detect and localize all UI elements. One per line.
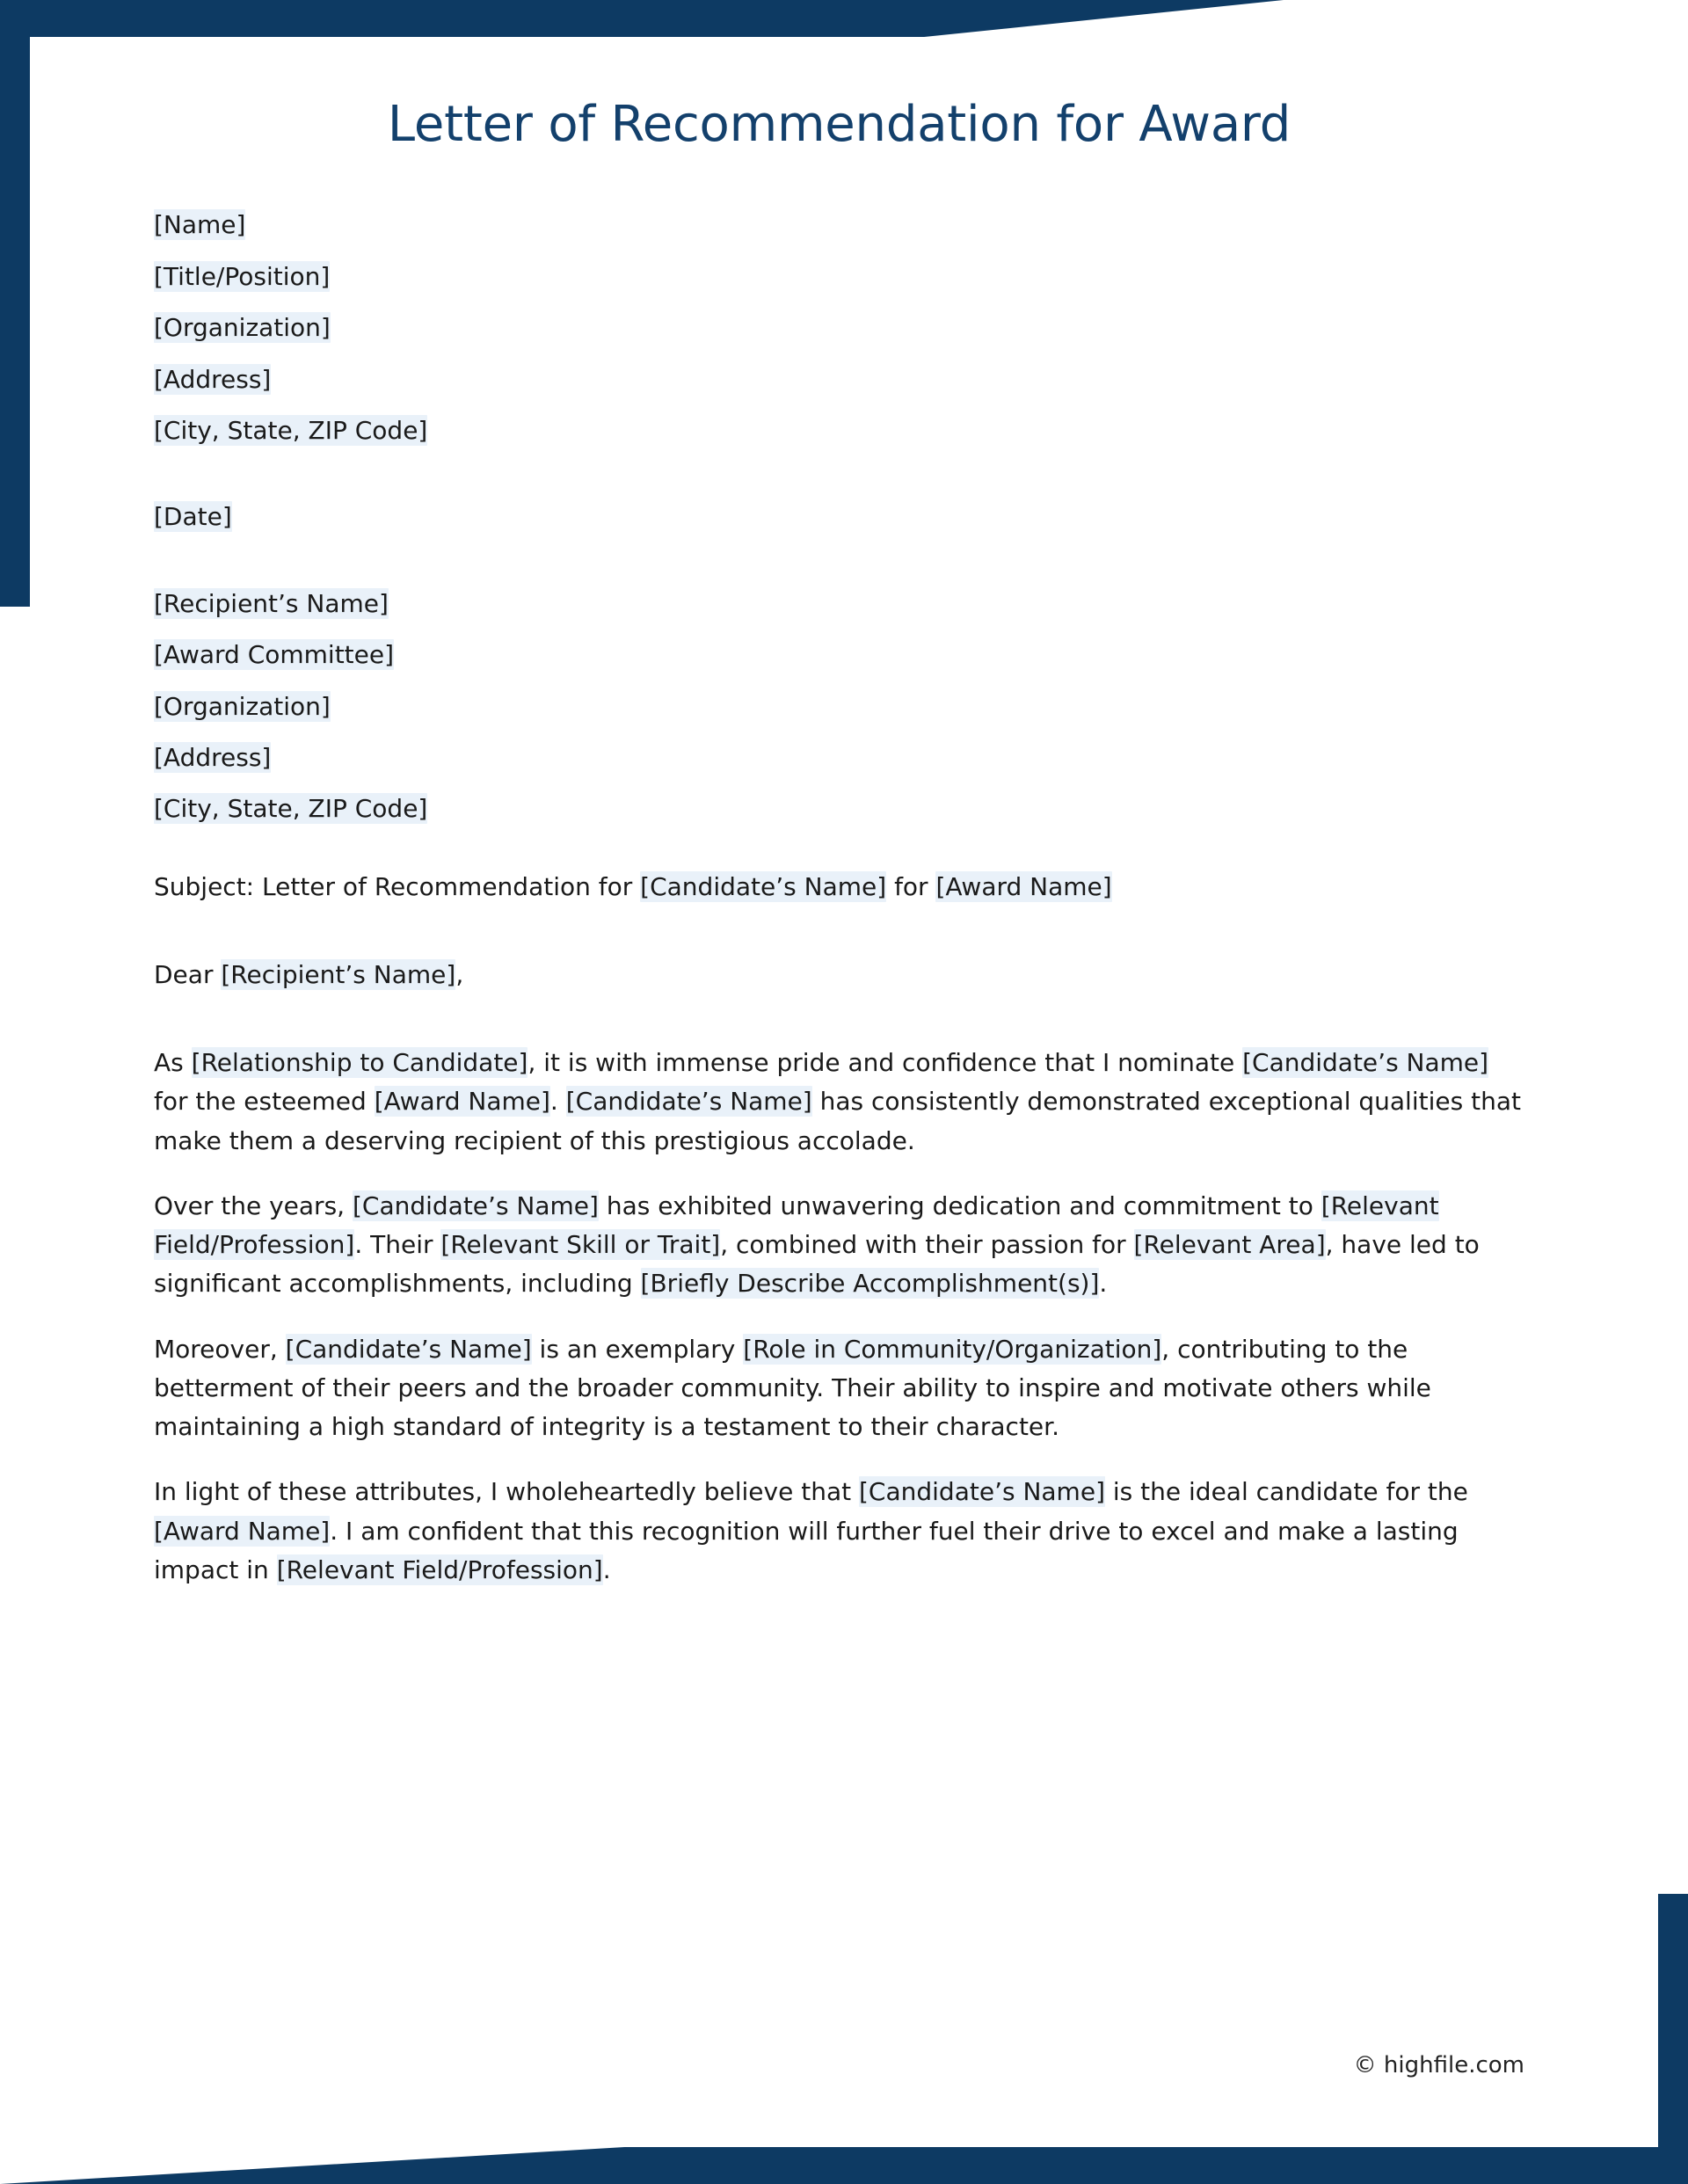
recipient-line [154, 793, 1524, 825]
paragraph-text: . I am confident that this recognition will further fuel their drive to excel and make a lasting impact in [154, 1516, 1459, 1584]
placeholder-token: [Briefly Describe Accomplishment(s)] [640, 1269, 1100, 1299]
salutation-prefix: Dear [154, 959, 222, 989]
sender-line [154, 209, 1524, 241]
recipient-name-placeholder: [Recipient’s Name] [154, 588, 389, 618]
paragraph-text: is an exemplary [531, 1334, 744, 1364]
placeholder-token: [Candidate’s Name] [859, 1477, 1105, 1507]
body-paragraphs [154, 1044, 1524, 1590]
paragraph-text: Moreover, [154, 1334, 286, 1364]
subject-line [154, 868, 1524, 906]
sender-address-block [154, 209, 1524, 447]
placeholder-token: [Candidate’s Name] [565, 1087, 812, 1117]
placeholder-token: [Relationship to Candidate] [191, 1048, 528, 1078]
placeholder-token: [Candidate’s Name] [1242, 1048, 1489, 1078]
placeholder-token: [Role in Community/Organization] [743, 1334, 1162, 1364]
recipient-line [154, 639, 1524, 671]
salutation-line [154, 956, 1524, 994]
sender-line [154, 364, 1524, 396]
award-committee-placeholder: [Award Committee] [154, 640, 395, 670]
recipient-line [154, 691, 1524, 723]
paragraph-text: . [549, 1087, 566, 1117]
sender-line [154, 415, 1524, 447]
recipient-address-placeholder: [Address] [154, 742, 272, 772]
placeholder-token: [Relevant Skill or Trait] [440, 1230, 721, 1260]
paragraph-dedication [154, 1187, 1524, 1304]
spacer [154, 553, 1524, 588]
sender-name-placeholder: [Name] [154, 210, 246, 240]
paragraph-conclusion [154, 1473, 1524, 1590]
placeholder-token: [Candidate’s Name] [285, 1334, 532, 1364]
subject-prefix: Subject: Letter of Recommendation for [154, 871, 641, 901]
paragraph-text: , it is with immense pride and confidence that I nominate [528, 1048, 1243, 1078]
recipient-address-block [154, 588, 1524, 826]
salutation-recipient-placeholder: [Recipient’s Name] [221, 959, 456, 989]
sender-line [154, 261, 1524, 293]
sender-city-placeholder: [City, State, ZIP Code] [154, 415, 428, 445]
sender-line [154, 312, 1524, 344]
sender-title-placeholder: [Title/Position] [154, 261, 331, 291]
subject-candidate-placeholder: [Candidate’s Name] [640, 871, 887, 901]
subject-middle: for [886, 871, 936, 901]
paragraph-text: for the esteemed [154, 1087, 375, 1117]
footer-copyright: © highfile.com [1353, 2052, 1524, 2078]
placeholder-token: [Candidate’s Name] [352, 1190, 599, 1220]
recipient-line [154, 742, 1524, 774]
paragraph-text: As [154, 1048, 192, 1078]
paragraph-text: . [602, 1554, 611, 1584]
sender-address-placeholder: [Address] [154, 364, 272, 394]
date-placeholder: [Date] [154, 502, 232, 532]
paragraph-text: . [1099, 1269, 1108, 1299]
recipient-organization-placeholder: [Organization] [154, 691, 331, 721]
bottom-accent-bar [0, 2147, 1688, 2184]
placeholder-token: [Relevant Area] [1133, 1230, 1326, 1260]
paragraph-text: has consistently demonstrated exceptional qualities that make them a deserving recipient of this prestigious accolade. [154, 1087, 1521, 1155]
sender-organization-placeholder: [Organization] [154, 313, 331, 343]
placeholder-token: [Award Name] [154, 1516, 331, 1546]
placeholder-token: [Award Name] [374, 1087, 550, 1117]
paragraph-community-role [154, 1330, 1524, 1447]
paragraph-text: . Their [354, 1230, 441, 1260]
date-line [154, 501, 1524, 533]
spacer [154, 466, 1524, 501]
paragraph-text: , combined with their passion for [720, 1230, 1134, 1260]
paragraph-text: , contributing to the betterment of their peers and the broader community. Their ability to inspire and motivate others while maintaining a high standard of integrity is a testament to their character. [154, 1334, 1431, 1442]
paragraph-text: Over the years, [154, 1190, 353, 1220]
paragraph-text: has exhibited unwavering dedication and commitment to [598, 1190, 1321, 1220]
paragraph-text: In light of these attributes, I wholeheartedly believe that [154, 1477, 859, 1507]
placeholder-token: [Relevant Field/Profession] [276, 1554, 603, 1584]
paragraph-text: , have led to significant accomplishments, including [154, 1230, 1480, 1299]
bottom-right-accent-stem [1658, 1894, 1688, 2184]
paragraph-nomination [154, 1044, 1524, 1161]
spacer [154, 845, 1524, 868]
spacer [154, 1021, 1524, 1044]
page-title: Letter of Recommendation for Award [387, 96, 1291, 153]
placeholder-token: [Relevant Field/Profession] [154, 1190, 1439, 1260]
subject-award-placeholder: [Award Name] [935, 871, 1112, 901]
recipient-line [154, 588, 1524, 620]
paragraph-text: is the ideal candidate for the [1105, 1477, 1468, 1507]
recipient-city-placeholder: [City, State, ZIP Code] [154, 794, 428, 824]
salutation-suffix: , [455, 959, 464, 989]
spacer [154, 933, 1524, 956]
date-block [154, 501, 1524, 533]
